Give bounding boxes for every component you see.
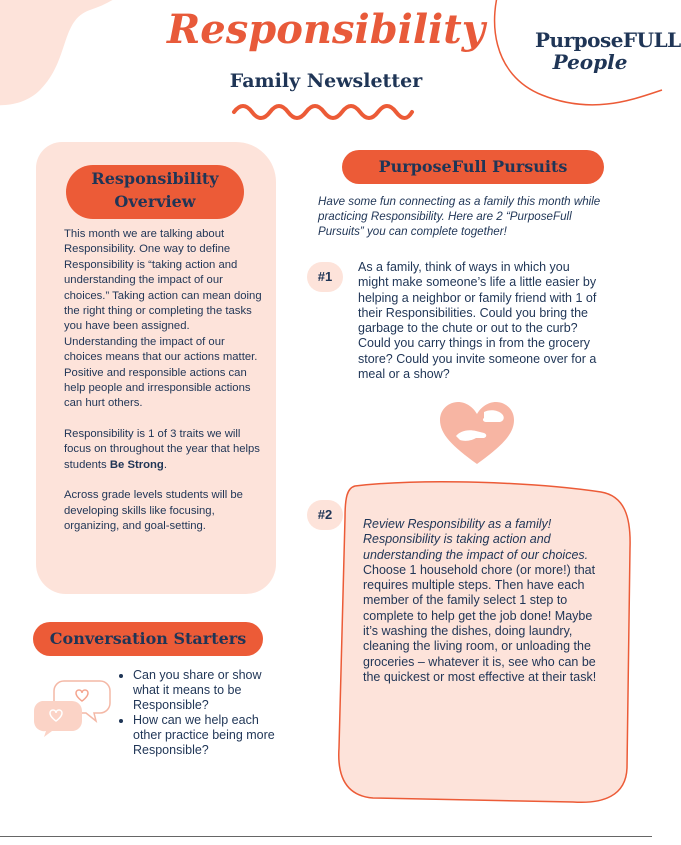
pursuits-intro: Have some fun connecting as a family this month while practicing Responsibility. Here are 2 “PurposeFull Pursuits” you can complete together! <box>318 195 601 238</box>
overview-paragraph-2-end: . <box>163 458 167 471</box>
conversation-heading: Conversation Starters <box>33 622 263 656</box>
speech-bubbles-icon <box>30 675 112 737</box>
pursuit-2-number: #2 <box>307 500 343 530</box>
logo-line-1: PurposeFULL <box>535 28 681 52</box>
pursuit-1-number: #1 <box>307 262 343 292</box>
overview-heading <box>66 165 244 219</box>
pursuit-2-body: Choose 1 household chore (or more!) that requires multiple steps. Then have each member of the family select 1 step to complete to help get the job done! Maybe it’s washing the dishes, doing laundry, cleaning the living room, or unloading the groceries – whatever it is, see who can be the quickest or most effective at their task! <box>363 562 597 684</box>
bottom-divider <box>0 836 652 837</box>
page-title: Responsibility <box>167 6 485 53</box>
wave-divider <box>230 98 415 120</box>
overview-heading-line-2: Overview <box>114 192 196 211</box>
logo-line-2: People <box>552 50 628 74</box>
overview-paragraph-2 <box>64 427 264 473</box>
pursuit-2-text <box>363 517 601 685</box>
overview-paragraph-2-bold: Be Strong <box>109 458 164 471</box>
pursuit-1-text: As a family, think of ways in which you might make someone’s life a little easier by helping a neighbor or family friend with 1 of their Responsibilities. Could you bring the garbage to the chute or out to the curb? Could you carry things in from the grocery store? Could you invite someone over for a meal or a show? <box>358 260 597 382</box>
overview-paragraph-2-lead: Responsibility is 1 of 3 traits we will focus on throughout the year that helps students <box>64 427 260 471</box>
heart-hands-icon <box>438 400 516 466</box>
overview-paragraph-1: This month we are talking about Responsibility. One way to define Responsibility is “taking action and understanding the impact of our choices.” Taking action can mean doing the right thing or completing the tasks you have been assigned. Understanding the impact of our choices means that our actions matter. Positive and responsible actions can help people and irresponsible actions can hurt others. <box>64 228 262 410</box>
overview-text <box>64 227 264 549</box>
overview-paragraph-3: Across grade levels students will be developing skills like focusing, organizing, and goal-setting. <box>64 489 243 532</box>
list-item: • Can you share or show what it means to be Responsible? <box>133 668 283 713</box>
conversation-list <box>113 668 283 758</box>
overview-heading-line-1: Responsibility <box>91 169 219 188</box>
brand-logo <box>535 28 681 74</box>
pursuits-heading: PurposeFull Pursuits <box>342 150 604 184</box>
pursuit-2-italic: Review Responsibility as a family! Responsibility is taking action and understanding the impact of our choices. <box>363 517 589 562</box>
page-subtitle: Family Newsletter <box>229 70 423 92</box>
list-item: • How can we help each other practice being more Responsible? <box>133 713 283 758</box>
